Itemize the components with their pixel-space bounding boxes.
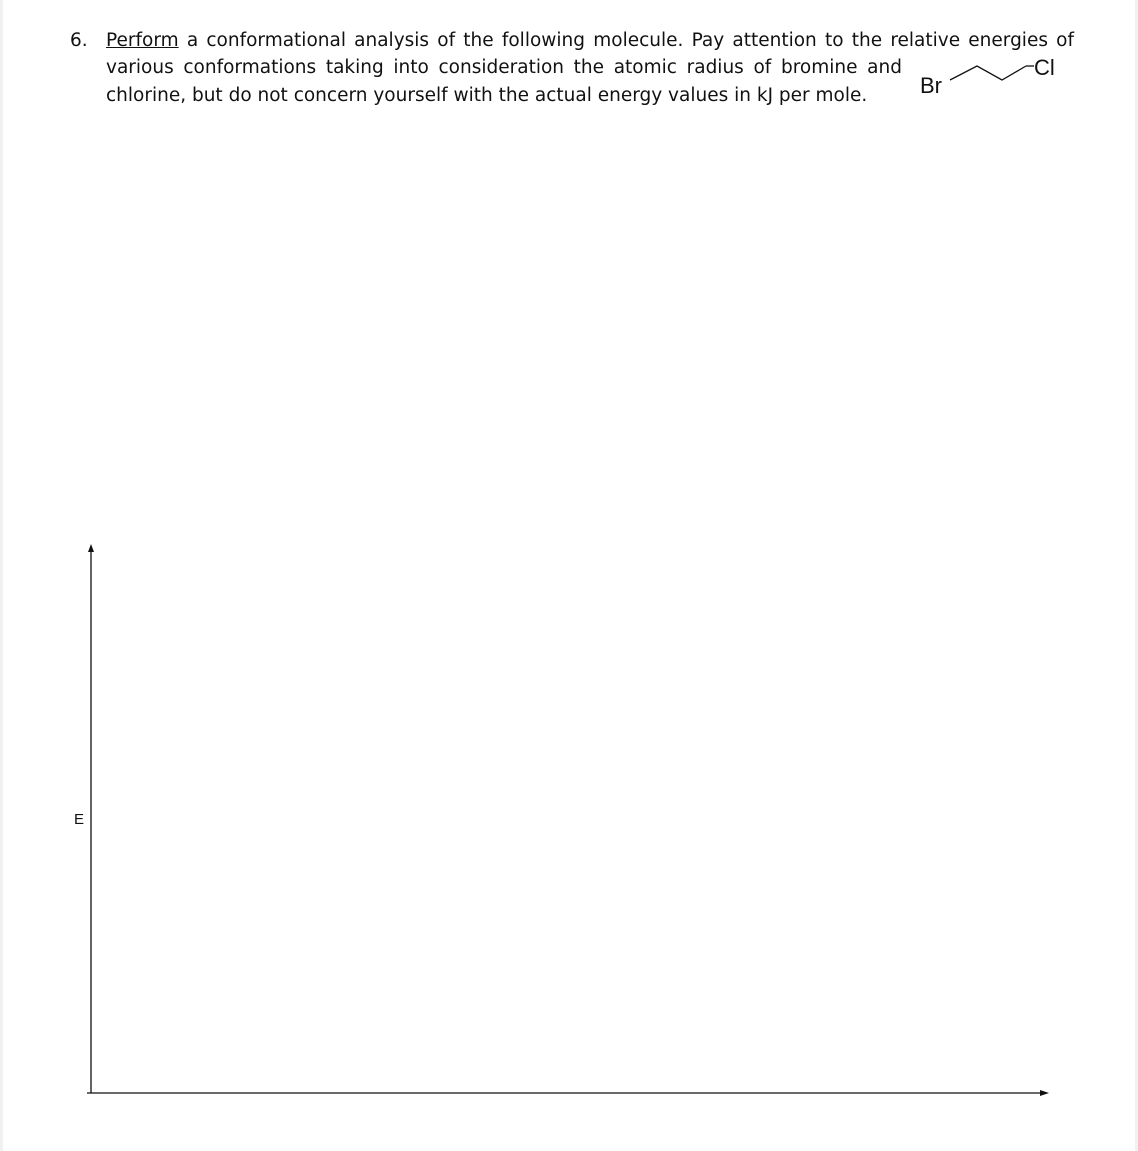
question-line-2: various conformations taking into consideration the atomic radius of bromine and (106, 57, 902, 78)
question-number: 6. (70, 30, 88, 51)
y-axis-arrowhead (88, 544, 94, 552)
energy-diagram-axes (3, 0, 1135, 1151)
x-axis-arrowhead (1040, 1090, 1049, 1096)
y-axis-label: E (74, 811, 85, 828)
worksheet-page (3, 0, 1135, 1151)
chlorine-atom: Cl (1034, 55, 1055, 80)
question-verb: Perform (106, 30, 179, 51)
question-line-1-text: a conformational analysis of the following molecule. Pay attention to the relative energies of (178, 30, 1074, 51)
bromine-atom: Br (920, 73, 942, 98)
question-line-3: chlorine, but do not concern yourself with the actual energy values in kJ per mole. (106, 85, 868, 106)
